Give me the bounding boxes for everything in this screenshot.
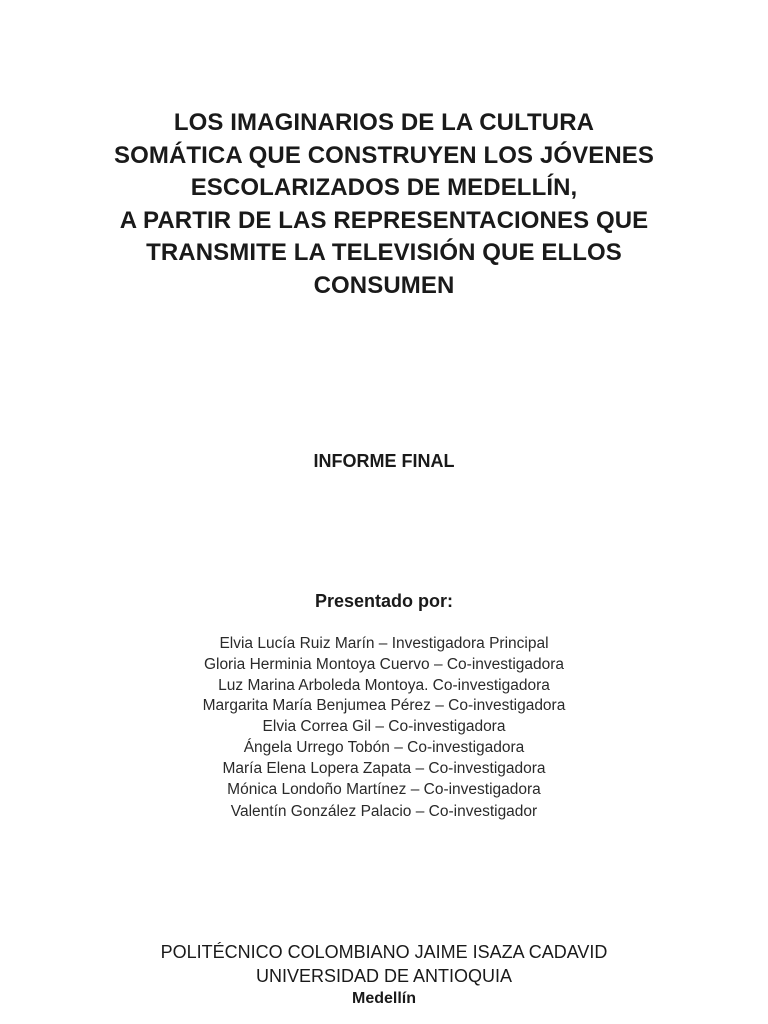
- author-list: [0, 634, 768, 823]
- city-name: Medellín: [351, 990, 416, 1007]
- author-entry: Luz Marina Arboleda Montoya. Co-investigadora: [218, 676, 550, 694]
- title-line: ESCOLARIZADOS DE MEDELLÍN,: [190, 174, 578, 201]
- title-line: CONSUMEN: [313, 271, 455, 299]
- title-line: SOMÁTICA QUE CONSTRUYEN LOS JÓVENES: [113, 141, 654, 169]
- title-line: TRANSMITE LA TELEVISIÓN QUE ELLOS: [146, 239, 622, 266]
- author-entry: Ángela Urrego Tobón – Co-investigadora: [243, 738, 525, 756]
- report-type-heading: INFORME FINAL: [313, 451, 455, 471]
- institution-footer: [0, 940, 768, 1010]
- title-line: LOS IMAGINARIOS DE LA CULTURA: [173, 109, 595, 136]
- institution-name: UNIVERSIDAD DE ANTIOQUIA: [255, 966, 513, 986]
- institution-name: POLITÉCNICO COLOMBIANO JAIME ISAZA CADAVID: [160, 942, 608, 962]
- author-entry: Gloria Herminia Montoya Cuervo – Co-investigadora: [203, 655, 565, 673]
- presented-by-heading: Presentado por:: [314, 591, 454, 611]
- author-entry: Elvia Lucía Ruiz Marín – Investigadora Principal: [219, 635, 549, 652]
- author-entry: Elvia Correa Gil – Co-investigadora: [262, 718, 506, 736]
- author-entry: María Elena Lopera Zapata – Co-investigadora: [222, 759, 546, 777]
- author-entry: Valentín González Palacio – Co-investigador: [230, 803, 538, 821]
- author-entry: Margarita María Benjumea Pérez – Co-investigadora: [202, 697, 566, 715]
- title-line: A PARTIR DE LAS REPRESENTACIONES QUE: [119, 206, 649, 234]
- document-title: [0, 107, 768, 302]
- author-entry: Mónica Londoño Martínez – Co-investigadora: [227, 780, 541, 798]
